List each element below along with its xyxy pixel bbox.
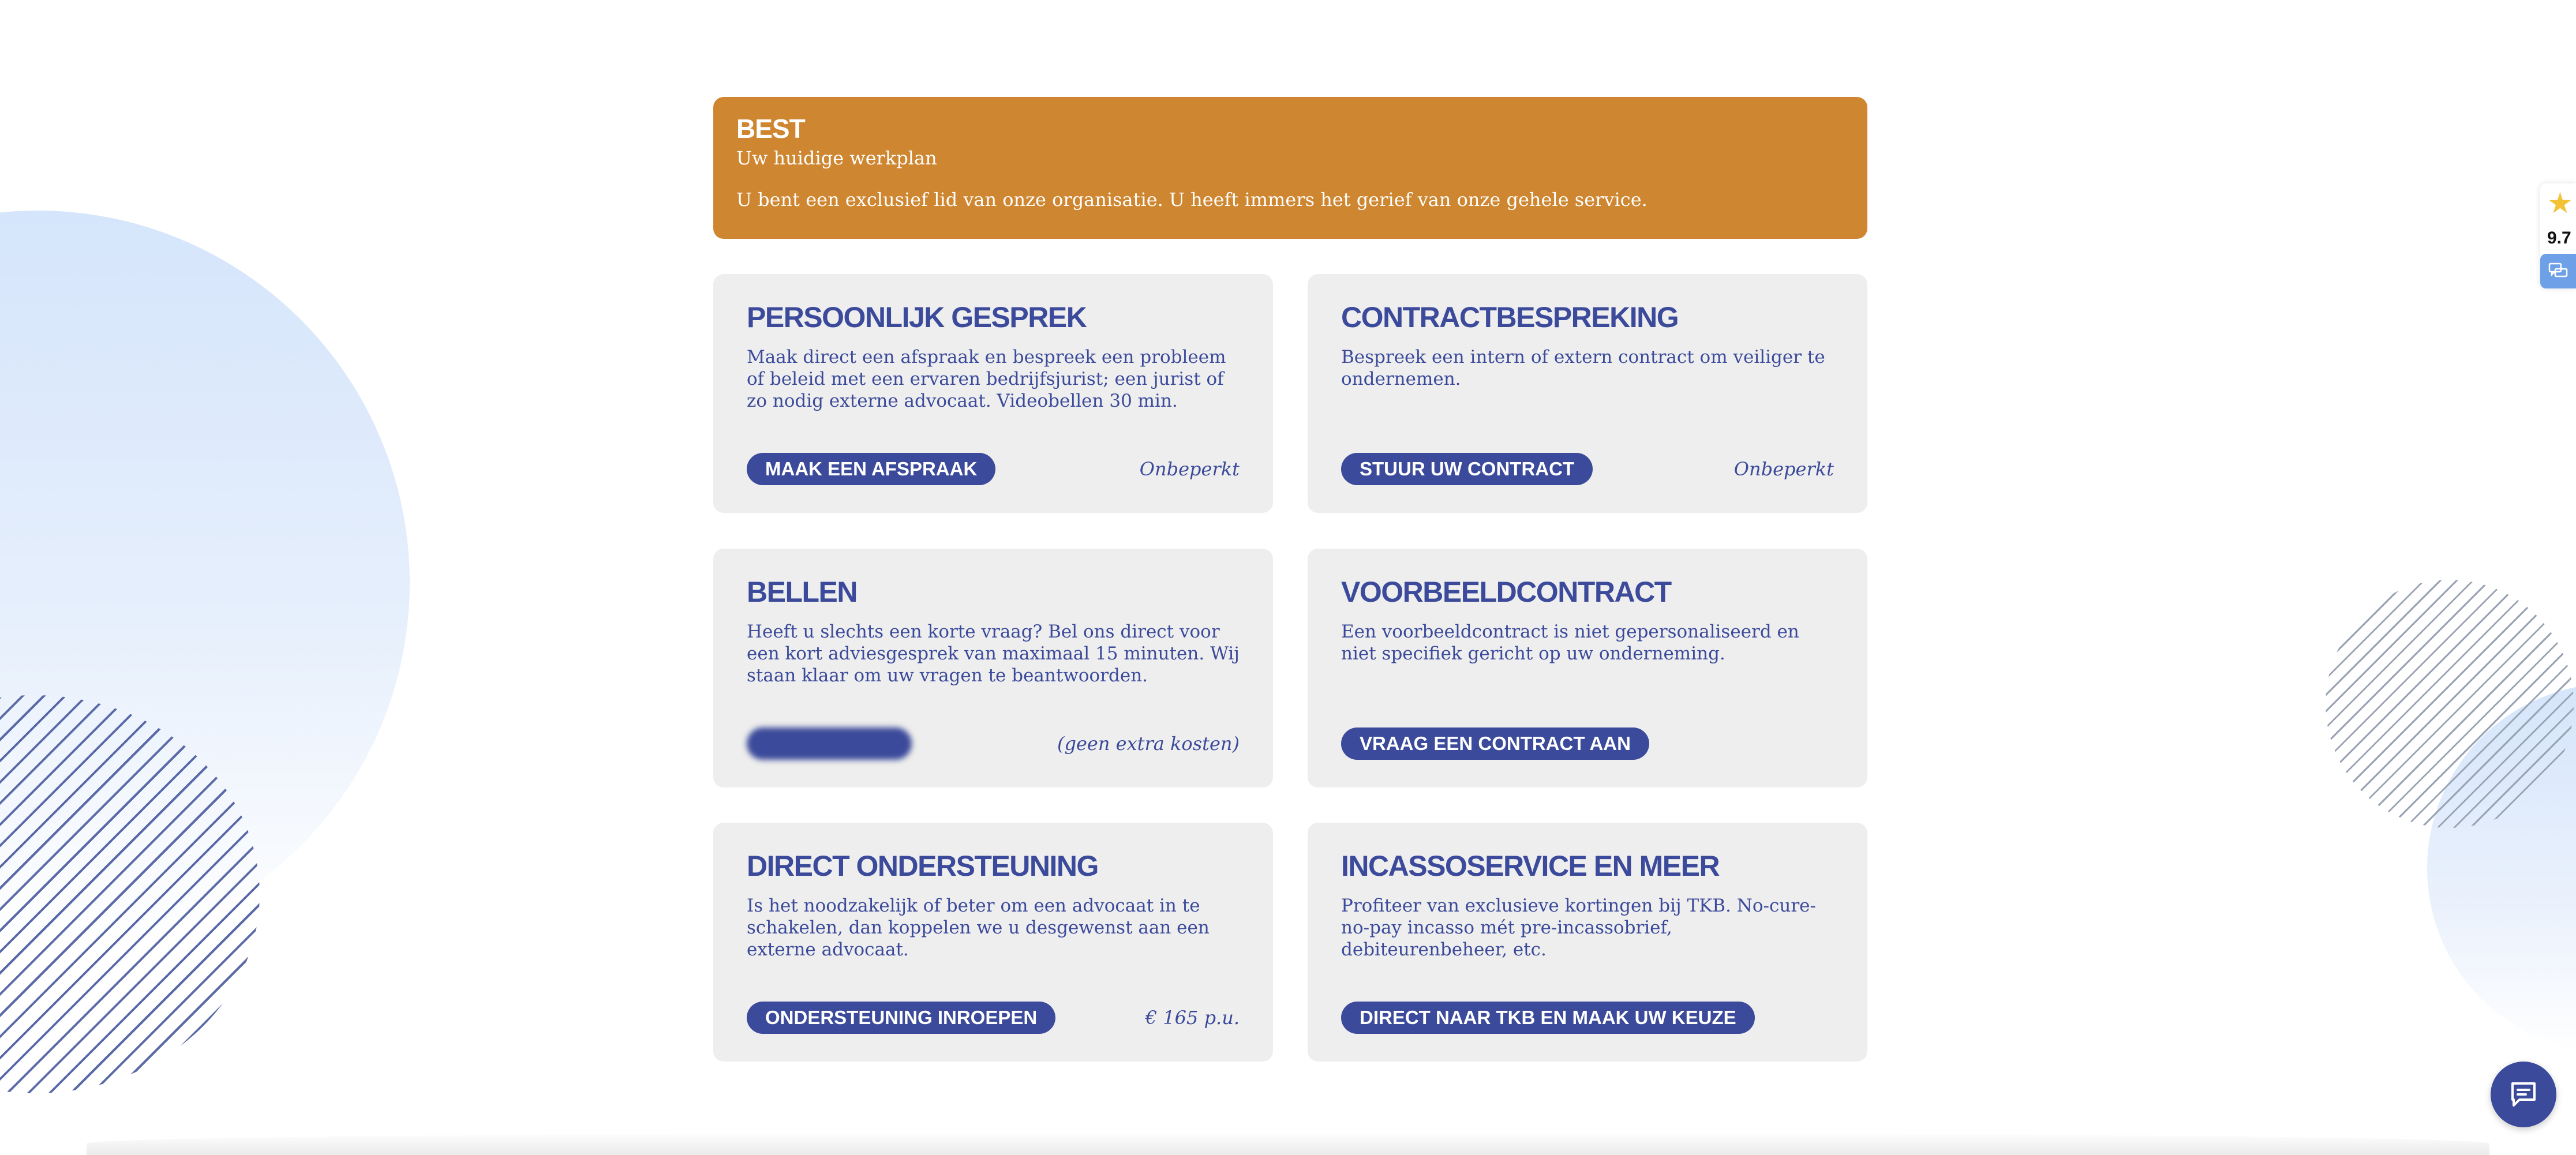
card-description: Bespreek een intern of extern contract om veiliger te ondernemen.	[1341, 347, 1825, 389]
footer-shadow	[87, 1132, 2489, 1155]
card-description: Profiteer van exclusieve kortingen bij TKB. No-cure-no-pay incasso mét pre-incassobrief, debiteurenbeheer, etc.	[1341, 895, 1816, 960]
hatch-pattern-right	[2326, 580, 2574, 828]
plan-subtitle: Uw huidige werkplan	[736, 147, 937, 169]
make-appointment-button[interactable]: MAAK EEN AFSPRAAK	[747, 453, 995, 485]
plan-description: U bent een exclusief lid van onze organisatie. U heeft immers het gerief van onze gehele service.	[736, 188, 1648, 211]
card-price: € 165 p.u.	[1145, 1007, 1240, 1029]
plan-name: BEST	[736, 114, 805, 144]
card-description: Heeft u slechts een korte vraag? Bel ons direct voor een kort adviesgesprek van maximaal 15 minuten. Wij staan klaar om uw vragen te beantwoorden.	[747, 621, 1240, 686]
service-card-incassoservice	[1308, 823, 1867, 1062]
chat-icon	[2508, 1079, 2539, 1110]
service-card-direct-ondersteuning	[713, 823, 1273, 1062]
call-button-blurred[interactable]	[747, 727, 912, 760]
card-price: Onbeperkt	[1139, 458, 1240, 480]
card-description: Maak direct een afspraak en bespreek een probleem of beleid met een ervaren bedrijfsjurist; een jurist of zo nodig externe advocaat. Videobellen 30 min.	[747, 347, 1226, 411]
card-title: DIRECT ONDERSTEUNING	[747, 850, 1098, 882]
go-to-tkb-button[interactable]: DIRECT NAAR TKB EN MAAK UW KEUZE	[1341, 1002, 1755, 1034]
star-icon: ★	[2547, 186, 2573, 220]
request-contract-button[interactable]: VRAAG EEN CONTRACT AAN	[1341, 727, 1649, 760]
send-contract-button[interactable]: STUUR UW CONTRACT	[1341, 453, 1593, 485]
review-icon	[2548, 262, 2568, 280]
card-title: VOORBEELDCONTRACT	[1341, 576, 1671, 608]
rating-score: 9.7	[2547, 228, 2571, 247]
card-price: (geen extra kosten)	[1057, 733, 1240, 755]
service-card-bellen	[713, 549, 1273, 787]
current-plan-banner	[713, 97, 1867, 239]
card-title: BELLEN	[747, 576, 857, 608]
service-card-voorbeeldcontract	[1308, 549, 1867, 787]
card-description: Een voorbeeldcontract is niet gepersonaliseerd en niet specifiek gericht op uw onderneming.	[1341, 621, 1799, 664]
service-card-contractbespreking	[1308, 274, 1867, 513]
review-button[interactable]	[2540, 254, 2576, 288]
card-title: CONTRACTBESPREKING	[1341, 301, 1679, 333]
card-price: Onbeperkt	[1733, 458, 1834, 480]
request-support-button[interactable]: ONDERSTEUNING INROEPEN	[747, 1002, 1055, 1034]
card-title: PERSOONLIJK GESPREK	[747, 301, 1087, 333]
card-description: Is het noodzakelijk of beter om een advocaat in te schakelen, dan koppelen we u desgewenst aan een externe advocaat.	[747, 895, 1210, 960]
chat-button[interactable]	[2491, 1062, 2556, 1127]
service-card-persoonlijk-gesprek	[713, 274, 1273, 513]
rating-widget[interactable]	[2540, 183, 2576, 288]
card-title: INCASSOSERVICE EN MEER	[1341, 850, 1720, 882]
